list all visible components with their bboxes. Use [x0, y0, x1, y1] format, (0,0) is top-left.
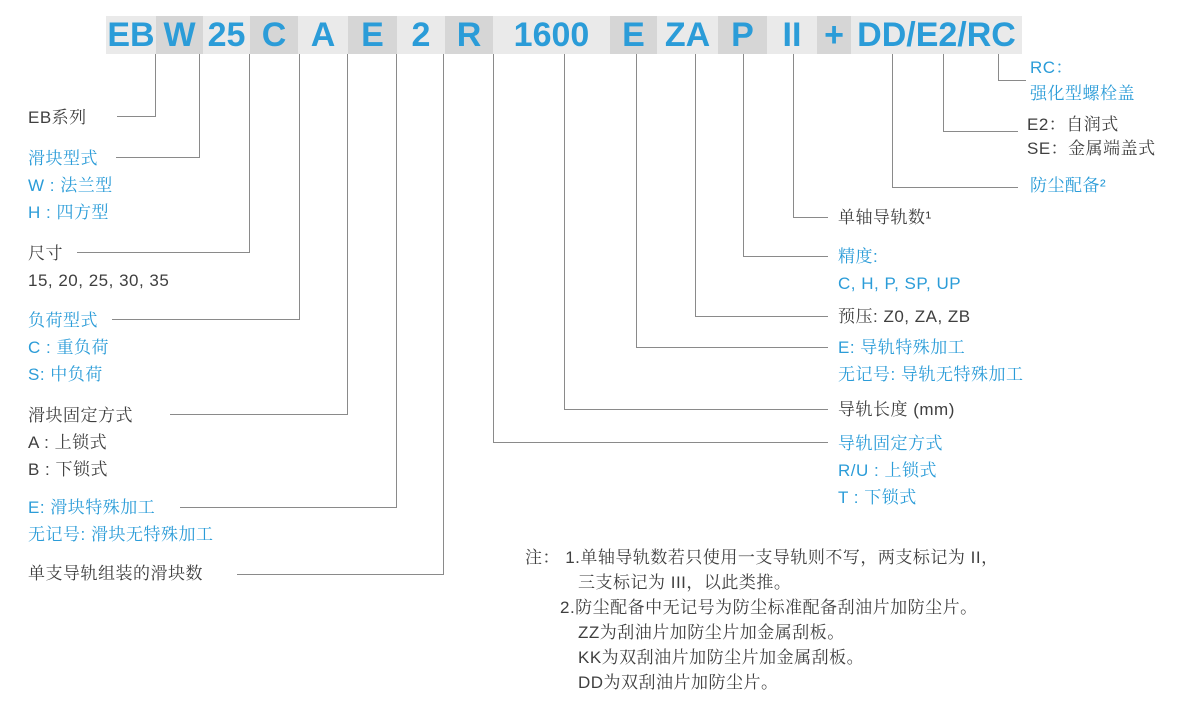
label-rails-count: [838, 204, 932, 231]
label-line: 导轨固定方式: [838, 434, 943, 453]
label-line: B : 下锁式: [28, 460, 109, 479]
label-line: 15, 20, 25, 30, 35: [28, 271, 170, 290]
label-block-type: [28, 145, 113, 226]
label-line: E: 导轨特殊加工: [838, 338, 966, 357]
code-segment-accuracy: P: [718, 16, 767, 54]
label-e2-se: [1027, 113, 1156, 161]
code-segment-block-count: 2: [397, 16, 445, 54]
label-rail-length: [838, 396, 955, 423]
note-line: 三支标记为 III，以此类推。: [578, 573, 792, 592]
code-segment-block-type: W: [156, 16, 203, 54]
label-line: 无记号: 导轨无特殊加工: [838, 365, 1024, 384]
label-size: [28, 240, 169, 294]
label-line: 负荷型式: [28, 311, 98, 330]
label-line: A : 上锁式: [28, 433, 108, 452]
code-segment-load: C: [250, 16, 298, 54]
label-line: W : 法兰型: [28, 176, 113, 195]
code-segment-rail-spec: E: [610, 16, 657, 54]
label-line: R/U : 上锁式: [838, 461, 937, 480]
label-block-special: [28, 494, 213, 548]
label-line: S: 中负荷: [28, 365, 103, 384]
label-line: 滑块固定方式: [28, 406, 133, 425]
note-line: DD为双刮油片加防尘片。: [578, 673, 779, 692]
label-line: RC：: [1030, 58, 1074, 77]
label-accuracy: [838, 243, 961, 297]
label-line: E: 滑块特殊加工: [28, 498, 156, 517]
connector-blocks-count: [237, 54, 444, 575]
label-line: EB系列: [28, 108, 87, 127]
label-blocks-count: [28, 560, 203, 587]
label-load-type: [28, 307, 109, 388]
code-segment-rail-mount: R: [445, 16, 493, 54]
label-line: SE：金属端盖式: [1027, 139, 1156, 158]
label-eb-series: [28, 104, 87, 131]
code-segment-rail-length: 1600: [493, 16, 610, 54]
label-line: C : 重负荷: [28, 338, 109, 357]
note-line: 注： 1.单轴导轨数若只使用一支导轨则不写，两支标记为 II，: [525, 548, 999, 567]
label-line: 防尘配备²: [1030, 176, 1107, 195]
code-segment-block-mount: A: [298, 16, 348, 54]
footnotes: [525, 545, 999, 695]
code-segment-options: DD/E2/RC: [851, 16, 1022, 54]
label-rc-cover: [1030, 55, 1135, 107]
code-segment-series: EB: [107, 15, 155, 54]
label-line: 导轨长度 (mm): [838, 400, 955, 419]
note-line: KK为双刮油片加防尘片加金属刮板。: [578, 648, 865, 667]
connector-rails-count: [793, 54, 828, 218]
label-line: 预压: Z0, ZA, ZB: [838, 307, 971, 326]
label-dust: [1030, 172, 1106, 199]
code-segment-size: 25: [203, 16, 250, 54]
label-line: C, H, P, SP, UP: [838, 274, 962, 293]
label-line: 滑块型式: [28, 149, 98, 168]
label-line: 精度:: [838, 247, 879, 266]
label-line: T : 下锁式: [838, 488, 917, 507]
label-line: H : 四方型: [28, 203, 109, 222]
note-line: ZZ为刮油片加防尘片加金属刮板。: [578, 623, 845, 642]
code-segment-plus: +: [817, 16, 851, 54]
label-line: E2：自润式: [1027, 115, 1119, 134]
label-rail-special: [838, 334, 1023, 388]
label-rail-mounting: [838, 430, 943, 511]
note-line: 2.防尘配备中无记号为防尘标准配备刮油片加防尘片。: [560, 598, 978, 617]
label-line: 单支导轨组装的滑块数: [28, 564, 203, 583]
label-line: 尺寸: [28, 244, 63, 263]
label-preload: [838, 303, 971, 330]
code-segment-block-spec: E: [348, 16, 397, 54]
label-line: 强化型螺栓盖: [1030, 84, 1135, 103]
label-line: 无记号: 滑块无特殊加工: [28, 525, 214, 544]
code-segment-rail-count: II: [767, 16, 817, 54]
code-segment-preload: ZA: [657, 16, 718, 54]
label-line: 单轴导轨数¹: [838, 208, 932, 227]
connector-rc-cover: [998, 54, 1026, 81]
label-block-mounting: [28, 402, 133, 483]
